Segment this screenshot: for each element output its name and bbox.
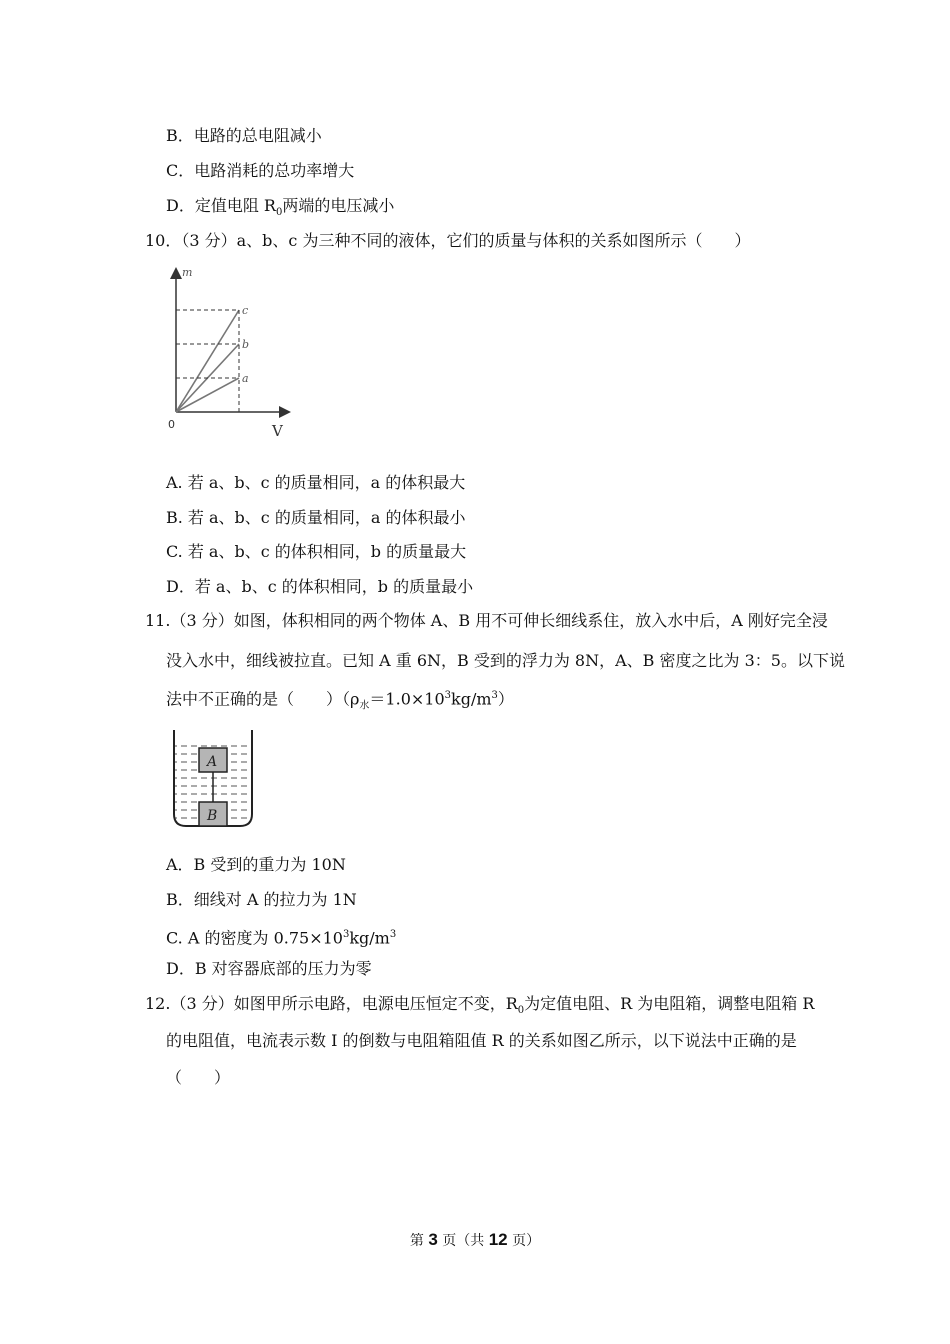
- series-label-b: b: [242, 338, 250, 351]
- q11-option-a: A．B 受到的重力为 10N: [166, 855, 346, 874]
- series-label-a: a: [242, 372, 249, 385]
- q11-option-d: D．B 对容器底部的压力为零: [166, 959, 372, 978]
- q11-stem-line3: 法中不正确的是（ ）$(\rho_水=1.0\times 10^3kg/m^3)$: [166, 689, 514, 712]
- q12-stem-line3: （ ）: [166, 1068, 231, 1087]
- q10-option-b: B. 若 a、b、c 的质量相同，a 的体积最小: [166, 508, 466, 527]
- total-pages: 12: [488, 1230, 508, 1249]
- page-number: 3: [428, 1230, 438, 1249]
- q10-option-d: D．若 a、b、c 的体积相同，b 的质量最小: [166, 577, 474, 596]
- y-axis-label: m: [182, 266, 193, 279]
- label-b: B: [207, 808, 218, 824]
- q10-mass-volume-chart: [160, 262, 295, 442]
- series-line-a: [176, 378, 239, 412]
- label-a: A: [207, 754, 218, 770]
- q9-option-d: D．定值电阻 $R_0$两端的电压减小: [166, 196, 395, 219]
- q10-stem: 10．（3 分）a、b、c 为三种不同的液体，它们的质量与体积的关系如图所示（ ）: [145, 231, 751, 250]
- q9-option-b: B．电路的总电阻减小: [166, 126, 322, 145]
- q12-stem-line1: 12.（3 分）如图甲所示电路，电源电压恒定不变，$R_0$为定值电阻、R 为电阻箱，调整电阻箱 R: [145, 994, 815, 1017]
- q10-option-a: A. 若 a、b、c 的质量相同，a 的体积最大: [166, 473, 466, 492]
- q11-option-c: C. A 的密度为 $0.75\times 10^3kg/m^3$: [166, 928, 397, 948]
- q12-stem-line2: 的电阻值，电流表示数 I 的倒数与电阻箱阻值 R 的关系如图乙所示，以下说法中正确的是: [166, 1031, 797, 1050]
- series-line-c: [176, 310, 239, 412]
- series-label-c: c: [242, 304, 249, 317]
- origin-label: 0: [168, 418, 175, 431]
- x-axis-label: V: [272, 422, 283, 440]
- q11-option-b: B．细线对 A 的拉力为 1N: [166, 890, 357, 909]
- q9-option-c: C．电路消耗的总功率增大: [166, 161, 355, 180]
- q11-stem-line1: 11.（3 分）如图，体积相同的两个物体 A、B 用不可伸长细线系住，放入水中后，A 刚好完全浸: [145, 611, 828, 630]
- q11-stem-line2: 没入水中，细线被拉直。已知 A 重 6N，B 受到的浮力为 8N，A、B 密度之比为 3：5。以下说: [166, 651, 845, 670]
- page-footer: 第 3 页（共 12 页）: [409, 1230, 541, 1249]
- q10-option-c: C. 若 a、b、c 的体积相同，b 的质量最大: [166, 542, 467, 561]
- q11-container-figure: [170, 726, 256, 830]
